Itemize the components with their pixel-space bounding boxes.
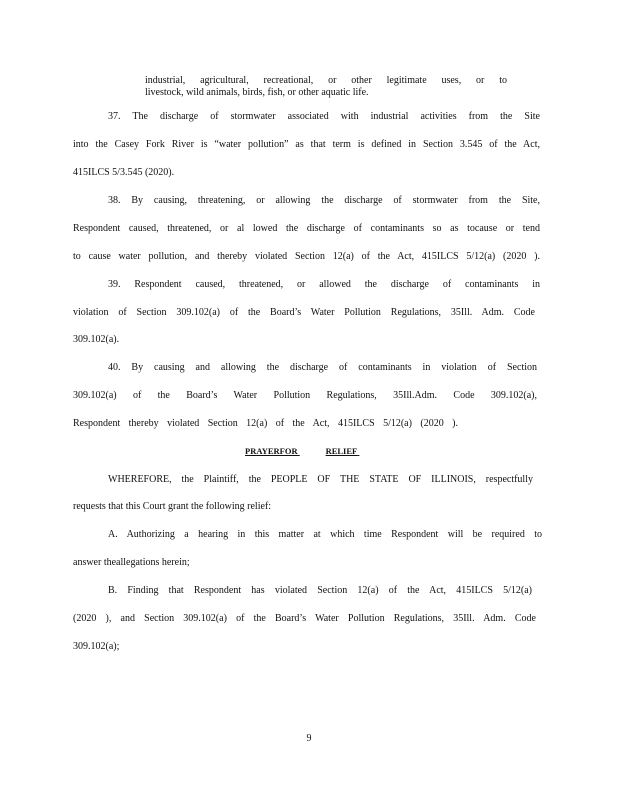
paragraph-line: violation of Section 309.102(a) of the Board’s Water Pollution Regulations, 35Ill. Adm. Code xyxy=(73,307,535,318)
paragraph-line: 39. Respondent caused, threatened, or allowed the discharge of contaminants in xyxy=(108,279,540,290)
paragraph-line: answer theallegations herein; xyxy=(73,557,190,568)
continuation-line-2: livestock, wild animals, birds, fish, or other aquatic life. xyxy=(145,87,369,98)
paragraph-line: 37. The discharge of stormwater associated with industrial activities from the Site xyxy=(108,111,540,122)
paragraph-line: to cause water pollution, and thereby violated Section 12(a) of the Act, 415ILCS 5/12(a) (2020 ). xyxy=(73,251,540,262)
paragraph-line: Respondent caused, threatened, or al lowed the discharge of contaminants so as tocause or tend xyxy=(73,223,540,234)
paragraph-line: requests that this Court grant the following relief: xyxy=(73,501,272,512)
paragraph-line: 40. By causing and allowing the discharge of contaminants in violation of Section xyxy=(108,362,537,373)
page-number: 9 xyxy=(306,733,312,744)
heading-part-2: RELIEF xyxy=(325,446,358,456)
paragraph-line: 38. By causing, threatening, or allowing the discharge of stormwater from the Site, xyxy=(108,195,540,206)
paragraph-line: A. Authorizing a hearing in this matter at which time Respondent will be required to xyxy=(108,529,542,540)
heading-part-1: PRAYERFOR xyxy=(245,446,298,456)
section-heading xyxy=(245,446,385,456)
paragraph-line: 309.102(a) of the Board’s Water Pollution Regulations, 35Ill.Adm. Code 309.102(a), xyxy=(73,390,537,401)
paragraph-line: 309.102(a); xyxy=(73,641,120,652)
paragraph-line: B. Finding that Respondent has violated Section 12(a) of the Act, 415ILCS 5/12(a) xyxy=(108,585,532,596)
paragraph-line: WHEREFORE, the Plaintiff, the PEOPLE OF THE STATE OF ILLINOIS, respectfully xyxy=(108,474,533,485)
paragraph-line: into the Casey Fork River is “water pollution” as that term is defined in Section 3.545 of the Act, xyxy=(73,139,540,150)
paragraph-line: Respondent thereby violated Section 12(a) of the Act, 415ILCS 5/12(a) (2020 ). xyxy=(73,418,458,429)
paragraph-line: 309.102(a). xyxy=(73,334,120,345)
paragraph-line: (2020 ), and Section 309.102(a) of the Board’s Water Pollution Regulations, 35Ill. Adm. Code xyxy=(73,613,536,624)
paragraph-line: 415ILCS 5/3.545 (2020). xyxy=(73,167,175,178)
continuation-line-1: industrial, agricultural, recreational, or other legitimate uses, or to xyxy=(145,75,507,86)
